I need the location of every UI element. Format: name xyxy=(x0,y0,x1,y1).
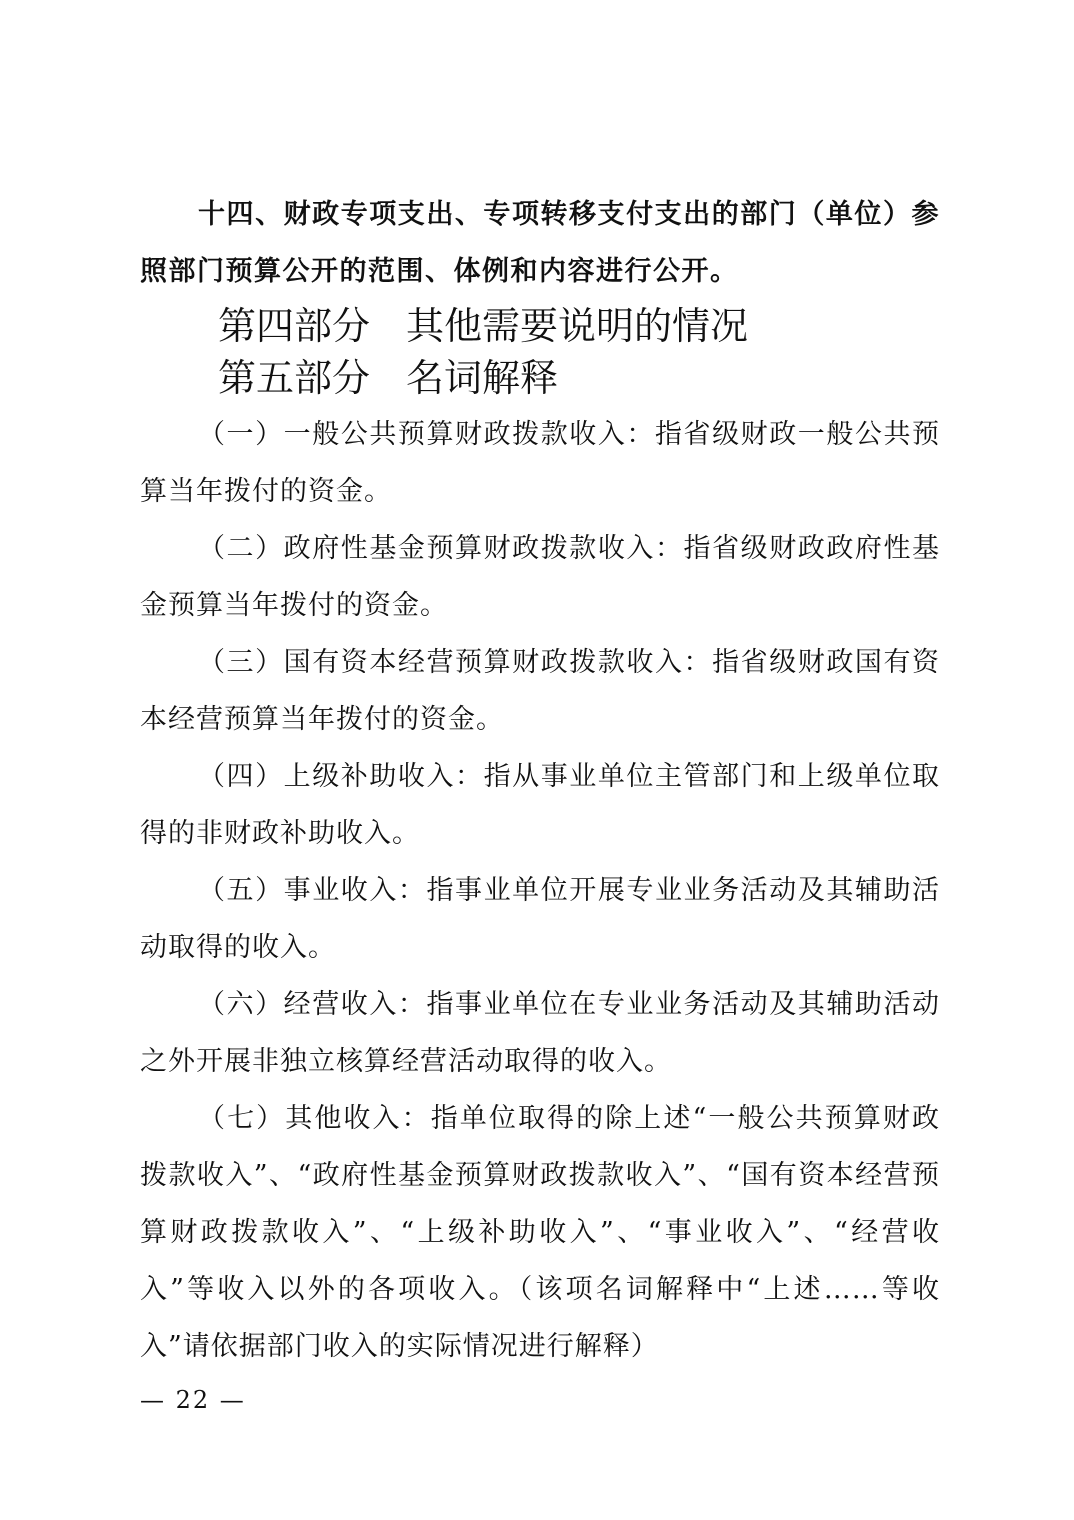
part-4-heading xyxy=(140,300,940,352)
definitions-list xyxy=(140,406,940,1375)
part-5-heading xyxy=(140,352,940,404)
section-14-paragraph: 十四、财政专项支出、专项转移支付支出的部门（单位）参照部门预算公开的范围、体例和内容进行公开。 xyxy=(140,199,940,287)
part-5-number: 第五部分 xyxy=(218,356,371,400)
definition-item: （七）其他收入：指单位取得的除上述“一般公共预算财政拨款收入”、“政府性基金预算财政拨款收入”、“国有资本经营预算财政拨款收入”、“上级补助收入”、“事业收入”、“经营收入”等收入以外的各项收入。（该项名词解释中“上述……等收入”请依据部门收入的实际情况进行解释） xyxy=(140,1103,940,1362)
definition-item: （二）政府性基金预算财政拨款收入：指省级财政政府性基金预算当年拨付的资金。 xyxy=(140,533,940,621)
definition-item: （五）事业收入：指事业单位开展专业业务活动及其辅助活动取得的收入。 xyxy=(140,875,940,963)
definition-item: （四）上级补助收入：指从事业单位主管部门和上级单位取得的非财政补助收入。 xyxy=(140,761,940,849)
page-content xyxy=(140,186,940,1375)
definition-item: （三）国有资本经营预算财政拨款收入：指省级财政国有资本经营预算当年拨付的资金。 xyxy=(140,647,940,735)
part-5-title: 名词解释 xyxy=(406,356,559,400)
definition-item: （一）一般公共预算财政拨款收入：指省级财政一般公共预算当年拨付的资金。 xyxy=(140,419,940,507)
definition-item: （六）经营收入：指事业单位在专业业务活动及其辅助活动之外开展非独立核算经营活动取得的收入。 xyxy=(140,989,940,1077)
part-4-title: 其他需要说明的情况 xyxy=(406,304,749,348)
part-4-number: 第四部分 xyxy=(218,304,371,348)
page-number: — 22 — xyxy=(140,1386,246,1414)
